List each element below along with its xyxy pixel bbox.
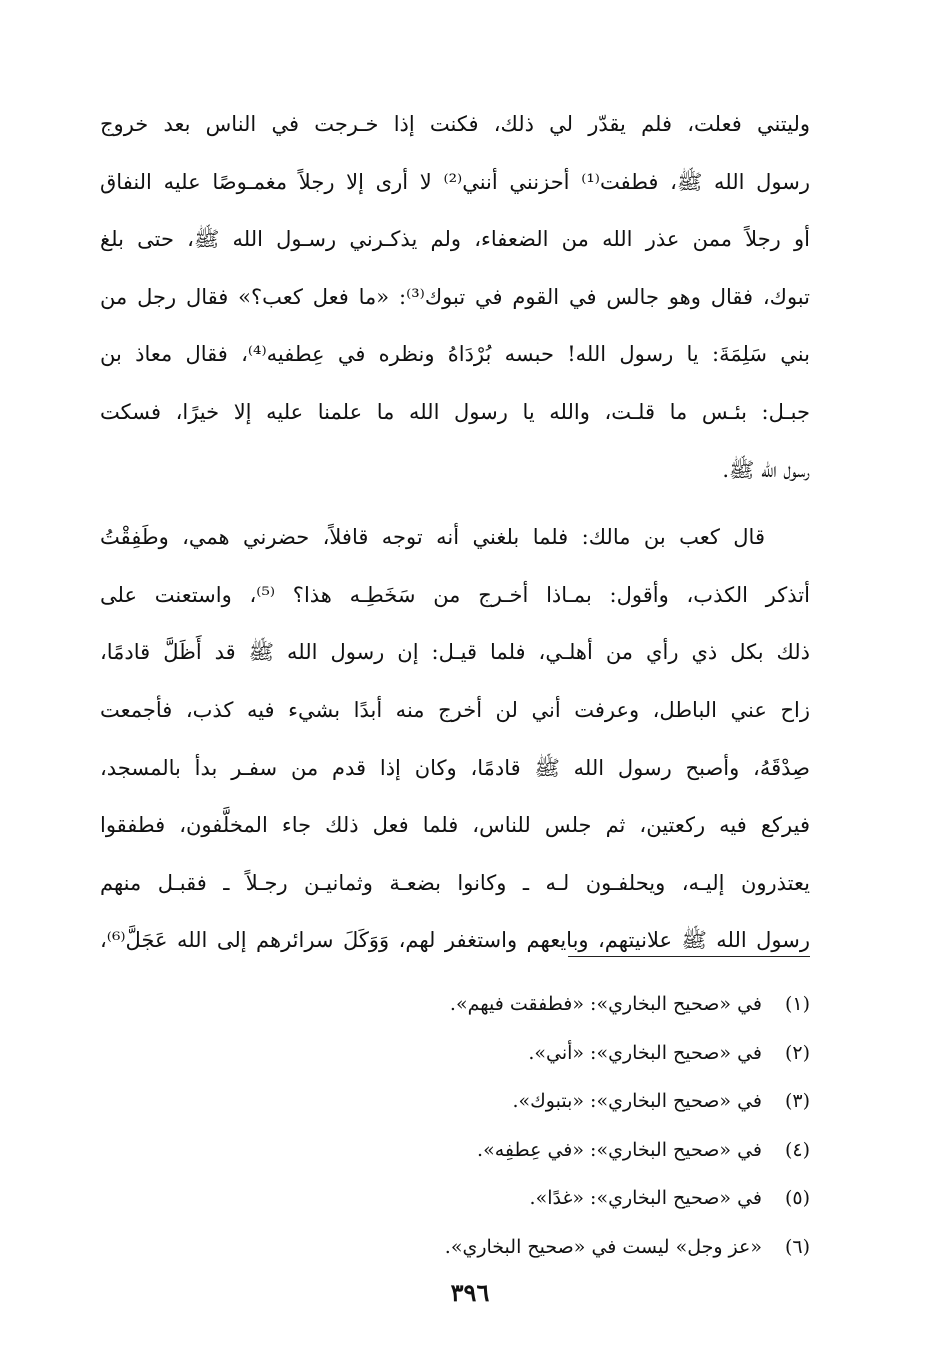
footnote — [300, 1077, 810, 1126]
footnote — [300, 980, 810, 1029]
text-line: يعتذرون إليـه، ويحلفـون لـه ـ وكانوا بضعـة وثمانيـن رجـلاً ـ فقبـل منهم — [100, 870, 810, 895]
footnote-text: في «صحيح البخاري»: «بتبوك». — [512, 1090, 762, 1113]
paragraph-gap — [100, 499, 810, 509]
footnote-text: «عز وجل» ليست في «صحيح البخاري». — [444, 1235, 762, 1258]
footnotes — [300, 980, 810, 1272]
main-text — [100, 96, 810, 970]
text-line: تبوك، فقال وهو جالس في القوم في تبوك⁽³⁾: «ما فعل كعب؟» فقال رجل من — [100, 284, 810, 309]
footnote-text: في «صحيح البخاري»: «غدًا». — [529, 1187, 762, 1210]
footnote-number: (٤) — [784, 1138, 810, 1161]
page-number: ٣٩٦ — [450, 1278, 490, 1307]
text-line: زاح عني الباطل، وعرفت أني لن أخرج منه أبدًا بشيء فيه كذب، فأجمعت — [100, 697, 810, 722]
text-line: وليتني فعلت، فلم يقدّر لي ذلك، فكنت إذا خـرجت في الناس بعد خروج — [100, 112, 810, 136]
footnote-number: (٢) — [784, 1041, 810, 1064]
footnote-number: (٣) — [784, 1090, 810, 1113]
text-line: أتذكر الكذب، وأقول: بمـاذا أخـرج من سَخَطِـه هذا؟ ⁽⁵⁾، واستعنت على — [100, 582, 810, 607]
footnote-text: في «صحيح البخاري»: «أني». — [528, 1041, 762, 1064]
footnote — [300, 1126, 810, 1175]
footnote — [300, 1223, 810, 1272]
text-line: ذلك بكل ذي رأي من أهلـي، فلما قيـل: إن رسول الله ﷺ قد أَظَلَّ قادمًا، — [100, 640, 810, 665]
text-line: بني سَلِمَةَ: يا رسول الله! حبسه بُرْدَاهُ ونظره في عِطفيه⁽⁴⁾، فقال معاذ بن — [100, 342, 810, 367]
footnote — [300, 1029, 810, 1078]
text-line: رسول الله ﷺ علانيتهم، وبايعهم واستغفر لهم، وَوَكَلَ سرائرهم إلى الله عَجَلَّ⁽⁶⁾، — [100, 928, 810, 953]
text-line: قال كعب بن مالك: فلما بلغني أنه توجه قافلاً، حضرني همي، وطَفِقْتُ — [100, 525, 765, 550]
footnote-text: في «صحيح البخاري»: «فطفقت فيهم». — [449, 993, 762, 1015]
text-line: أو رجلاً ممن عذر الله من الضعفاء، ولم يذكـرني رسـول الله ﷺ، حتى بلغ — [100, 227, 810, 252]
footnote-number: (٦) — [784, 1235, 810, 1258]
footnote-text: في «صحيح البخاري»: «في عِطفِه». — [477, 1138, 762, 1161]
footnote-separator — [568, 956, 810, 957]
text-line: صِدْقَهُ، وأصبح رسول الله ﷺ قادمًا، وكان إذا قدم من سفـر بدأ بالمسجد، — [100, 755, 810, 780]
footnote — [300, 1174, 810, 1223]
text-line: رسول الله ﷺ، فطفت⁽¹⁾ أحزنني أنني⁽²⁾ لا أرى إلا رجلاً مغمـوصًا عليه النفاق — [100, 169, 810, 194]
footnote-number: (١) — [784, 993, 810, 1015]
text-line: جبـل: بئـس ما قلـت، والله يا رسول الله ما علمنا عليه إلا خيرًا، فسكت — [100, 399, 810, 424]
footnote-number: (٥) — [784, 1187, 810, 1210]
text-line: فيركع فيه ركعتين، ثم جلس للناس، فلما فعل ذلك جاء المخلَّفون، فطفقوا — [100, 813, 810, 838]
text-line: رسول الله ﷺ. — [722, 457, 810, 482]
